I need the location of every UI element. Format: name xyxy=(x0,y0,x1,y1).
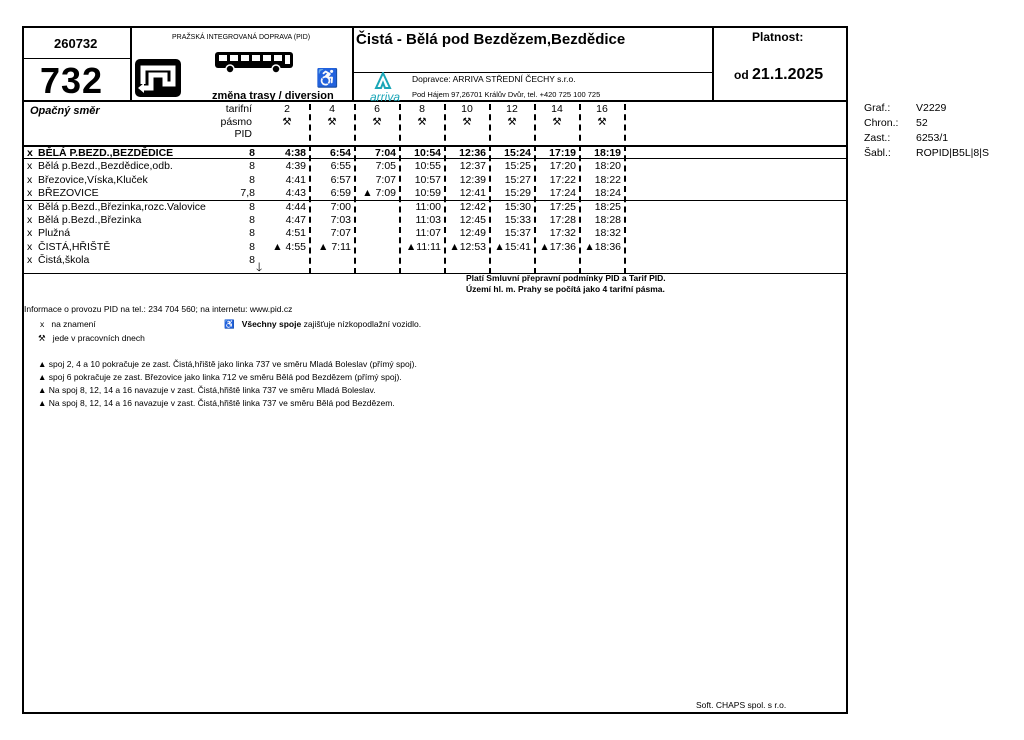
trip-number xyxy=(580,103,624,129)
stop-zone: 8 xyxy=(249,240,255,253)
request-stop-symbol: x xyxy=(27,214,33,226)
stop-zone: 8 xyxy=(249,227,255,240)
departure-time: 10:55 xyxy=(414,160,441,173)
stop-zone: 8 xyxy=(249,214,255,226)
side-info-label: Šabl.: xyxy=(864,147,891,159)
departure-time: 15:29 xyxy=(504,187,531,200)
departure-time: 15:33 xyxy=(504,214,531,226)
request-stop-symbol: x xyxy=(27,160,33,173)
departure-time: 17:24 xyxy=(549,187,576,200)
departure-time: ▲18:36 xyxy=(584,240,621,253)
departure-time: 12:45 xyxy=(459,214,486,226)
departure-time: 4:44 xyxy=(285,200,306,213)
departure-time: 4:38 xyxy=(284,147,306,159)
departure-time: 12:41 xyxy=(459,187,486,200)
divider xyxy=(354,72,712,73)
departure-time: 7:03 xyxy=(330,214,351,226)
note-line xyxy=(38,359,417,369)
note-line xyxy=(38,385,376,395)
legend-request-text: na znamení xyxy=(51,319,96,329)
workday-icon: ⚒ xyxy=(327,116,337,128)
departure-time: ▲ 7:11 xyxy=(318,240,351,253)
side-info-label: Graf.: xyxy=(864,102,891,114)
note-text: Na spoj 8, 12, 14 a 16 navazuje v zast. Čistá,hřiště linka 737 ve směru Mladá Boleslav. xyxy=(48,385,376,395)
workday-icon: ⚒ xyxy=(282,116,292,128)
carrier-address: Pod Hájem 97,26701 Králův Dvůr, tel. +420 725 100 725 xyxy=(412,90,601,99)
stop-zone: 8 xyxy=(249,147,255,159)
workday-icon: ⚒ xyxy=(417,116,427,128)
footer: Soft. CHAPS spol. s r.o. xyxy=(696,700,787,710)
departure-time: ▲ 4:55 xyxy=(272,240,306,253)
departure-time: 18:32 xyxy=(594,227,621,240)
zone-header-line: pásmo xyxy=(220,115,252,128)
departure-time: ▲12:53 xyxy=(449,240,486,253)
triangle-icon: ▲ xyxy=(38,372,49,382)
row-separator xyxy=(24,273,846,274)
condition-line: Platí Smluvní přepravní podmínky PID a Tarif PID. xyxy=(466,273,666,283)
triangle-icon: ▲ xyxy=(38,398,49,408)
departure-time: 4:41 xyxy=(285,173,306,186)
departure-time: 15:27 xyxy=(504,173,531,186)
stop-name: Bělá p.Bezd.,Březinka xyxy=(38,214,142,226)
note-line xyxy=(38,398,395,408)
departure-time: 7:05 xyxy=(375,160,396,173)
triangle-icon: ▲ xyxy=(38,385,49,395)
departure-time: ▲11:11 xyxy=(405,240,441,253)
trip-number-value: 8 xyxy=(419,103,425,115)
trip-number xyxy=(445,103,489,129)
departure-time: 17:28 xyxy=(549,214,576,226)
note-text: spoj 2, 4 a 10 pokračuje ze zast. Čistá,hřiště jako linka 737 ve směru Mladá Boleslav (přímý spoj). xyxy=(48,359,417,369)
table-row xyxy=(24,214,846,227)
stop-name: Bělá p.Bezd.,Březinka,rozc.Valovice xyxy=(38,200,206,213)
departure-time: 18:28 xyxy=(594,214,621,226)
table-row xyxy=(24,174,846,187)
stop-name: Čistá,škola xyxy=(38,254,90,267)
departure-time: 15:24 xyxy=(504,147,531,159)
trip-number-value: 2 xyxy=(284,103,290,115)
route-title: Čistá - Bělá pod Bezdězem,Bezdědice xyxy=(356,31,626,48)
departure-time: 4:47 xyxy=(285,214,306,226)
departure-time: 18:20 xyxy=(594,160,621,173)
timetable-code: 260732 xyxy=(54,36,98,51)
request-stop-symbol: x xyxy=(27,147,33,159)
stop-name: ČISTÁ,HŘIŠTĚ xyxy=(38,240,111,253)
stop-zone: 7,8 xyxy=(240,187,255,200)
table-row xyxy=(24,201,846,214)
arriva-logo-text: arriva xyxy=(370,90,401,104)
side-info-value: ROPID|B5L|8|S xyxy=(916,147,989,159)
trip-number-value: 12 xyxy=(506,103,518,115)
side-info-value: 52 xyxy=(916,117,928,129)
trip-number xyxy=(265,103,309,129)
table-row xyxy=(24,227,846,240)
departure-time: ▲17:36 xyxy=(539,240,576,253)
request-stop-symbol: x xyxy=(27,200,33,213)
departure-time: 11:07 xyxy=(415,227,441,240)
departure-time: 12:49 xyxy=(459,227,486,240)
condition-line: Území hl. m. Prahy se počítá jako 4 tarifní pásma. xyxy=(466,284,665,294)
pid-logo xyxy=(134,58,182,103)
legend-workdays xyxy=(38,333,145,344)
departure-time: 17:19 xyxy=(549,147,576,159)
contact-info: Informace o provozu PID na tel.: 234 704 560; na internetu: www.pid.cz xyxy=(24,304,293,314)
request-stop-symbol: x xyxy=(27,173,33,186)
side-info-label: Chron.: xyxy=(864,117,899,129)
wheelchair-icon: ♿ xyxy=(316,68,339,88)
workday-icon: ⚒ xyxy=(552,116,562,128)
workday-icon: ⚒ xyxy=(462,116,472,128)
trip-number xyxy=(310,103,354,129)
departure-time: 7:07 xyxy=(375,173,396,186)
zone-header-line: PID xyxy=(234,128,252,140)
bus-icon xyxy=(214,50,294,79)
departure-time: 6:59 xyxy=(330,187,351,200)
trip-number-value: 6 xyxy=(374,103,380,115)
trip-number xyxy=(535,103,579,129)
trip-number xyxy=(490,103,534,129)
divider xyxy=(24,58,130,59)
wheelchair-bold: Všechny spoje xyxy=(241,319,302,329)
table-row xyxy=(24,147,846,160)
validity-date-value: 21.1.2025 xyxy=(752,66,824,83)
note-text: spoj 6 pokračuje ze zast. Březovice jako linka 712 ve směru Bělá pod Bezdězem (přímý spoj). xyxy=(48,372,402,382)
trip-number-value: 16 xyxy=(596,103,608,115)
departure-time: ▲15:41 xyxy=(494,240,531,253)
trip-number-value: 10 xyxy=(461,103,473,115)
zone-header-line: tarifní xyxy=(225,103,252,115)
table-row xyxy=(24,254,846,267)
departure-time: 15:37 xyxy=(504,227,531,240)
legend-wheelchair xyxy=(224,319,421,330)
departure-time: 12:37 xyxy=(459,160,486,173)
stop-zone: 8 xyxy=(249,160,255,173)
workday-icon: ⚒ xyxy=(372,116,382,128)
stop-zone: 8 xyxy=(249,200,255,213)
trip-number-value: 4 xyxy=(329,103,335,115)
departure-time: 12:39 xyxy=(459,173,486,186)
request-stop-symbol: x xyxy=(40,319,45,329)
departure-time: 18:24 xyxy=(594,187,621,200)
side-info-value: V2229 xyxy=(916,102,947,114)
pid-title: PRAŽSKÁ INTEGROVANÁ DOPRAVA (PID) xyxy=(172,34,311,41)
divider xyxy=(712,28,714,100)
departure-time: 17:22 xyxy=(549,173,576,186)
direction-label: Opačný směr xyxy=(30,105,100,117)
zone-header xyxy=(202,103,252,141)
departure-time: 4:43 xyxy=(285,187,306,200)
validity-date xyxy=(734,66,823,84)
trip-number xyxy=(355,103,399,129)
triangle-icon: ▲ xyxy=(38,359,49,369)
note-text: Na spoj 8, 12, 14 a 16 navazuje v zast. Čistá,hřiště linka 737 ve směru Bělá pod Bezdězem. xyxy=(48,398,395,408)
departure-time: 17:32 xyxy=(549,227,576,240)
carrier-name: Dopravce: ARRIVA STŘEDNÍ ČECHY s.r.o. xyxy=(412,74,576,84)
trip-number xyxy=(400,103,444,129)
departure-time: 6:54 xyxy=(329,147,351,159)
side-info-value: 6253/1 xyxy=(916,132,949,144)
departure-time: 7:07 xyxy=(330,227,351,240)
workday-icon: ⚒ xyxy=(507,116,517,128)
arrow-down-icon: 🡓 xyxy=(256,260,263,274)
departure-time: 18:19 xyxy=(594,147,621,159)
validity-prefix: od xyxy=(734,68,749,82)
departure-time: 15:25 xyxy=(504,160,531,173)
departure-time: ▲ 7:09 xyxy=(362,187,396,200)
workday-icon: ⚒ xyxy=(38,333,46,343)
side-info-label: Zast.: xyxy=(864,132,891,144)
departure-time: 6:55 xyxy=(330,160,351,173)
departure-time: 11:00 xyxy=(415,200,441,213)
departure-time: 12:42 xyxy=(459,200,486,213)
stop-name: BŘEZOVICE xyxy=(38,187,99,200)
departure-time: 17:25 xyxy=(549,200,576,213)
note-line xyxy=(38,372,402,382)
divider xyxy=(130,28,132,100)
stop-zone: 8 xyxy=(249,173,255,186)
conditions xyxy=(466,273,666,295)
departure-time: 18:25 xyxy=(594,200,621,213)
request-stop-symbol: x xyxy=(27,227,33,240)
departure-time: 11:03 xyxy=(415,214,441,226)
departure-time: 18:22 xyxy=(594,173,621,186)
request-stop-symbol: x xyxy=(27,187,33,200)
departure-time: 6:57 xyxy=(330,173,351,186)
line-number: 732 xyxy=(40,60,104,101)
validity-label: Platnost: xyxy=(752,30,804,44)
request-stop-symbol: x xyxy=(27,240,33,253)
workday-icon: ⚒ xyxy=(597,116,607,128)
stop-zone: 8 xyxy=(249,254,255,267)
departure-time: 17:20 xyxy=(549,160,576,173)
timetable-frame xyxy=(22,26,848,714)
departure-time: 7:04 xyxy=(374,147,396,159)
legend-workdays-text: jede v pracovních dnech xyxy=(52,333,145,343)
table-row xyxy=(24,187,846,200)
departure-time: 10:59 xyxy=(414,187,441,200)
wheelchair-small-icon: ♿ xyxy=(224,319,235,329)
departure-time: 10:57 xyxy=(414,173,441,186)
divider xyxy=(352,28,354,100)
departure-time: 12:36 xyxy=(459,147,486,159)
departure-time: 4:39 xyxy=(285,160,306,173)
table-row xyxy=(24,241,846,254)
stop-name: Bělá p.Bezd.,Bezdědice,odb. xyxy=(38,160,173,173)
request-stop-symbol: x xyxy=(27,254,33,267)
stop-name: BĚLÁ P.BEZD.,BEZDĚDICE xyxy=(38,147,174,159)
departure-time: 15:30 xyxy=(504,200,531,213)
wheelchair-text: zajišťuje nízkopodlažní vozidlo. xyxy=(303,319,422,329)
departure-time: 10:54 xyxy=(414,147,441,159)
stop-name: Březovice,Víska,Kluček xyxy=(38,173,148,186)
trip-number-value: 14 xyxy=(551,103,563,115)
departure-time: 7:00 xyxy=(330,200,351,213)
diversion-label: změna trasy / diversion xyxy=(212,90,334,102)
table-row xyxy=(24,160,846,173)
legend-request xyxy=(40,319,96,329)
stop-name: Plužná xyxy=(38,227,71,240)
departure-time: 4:51 xyxy=(285,227,306,240)
